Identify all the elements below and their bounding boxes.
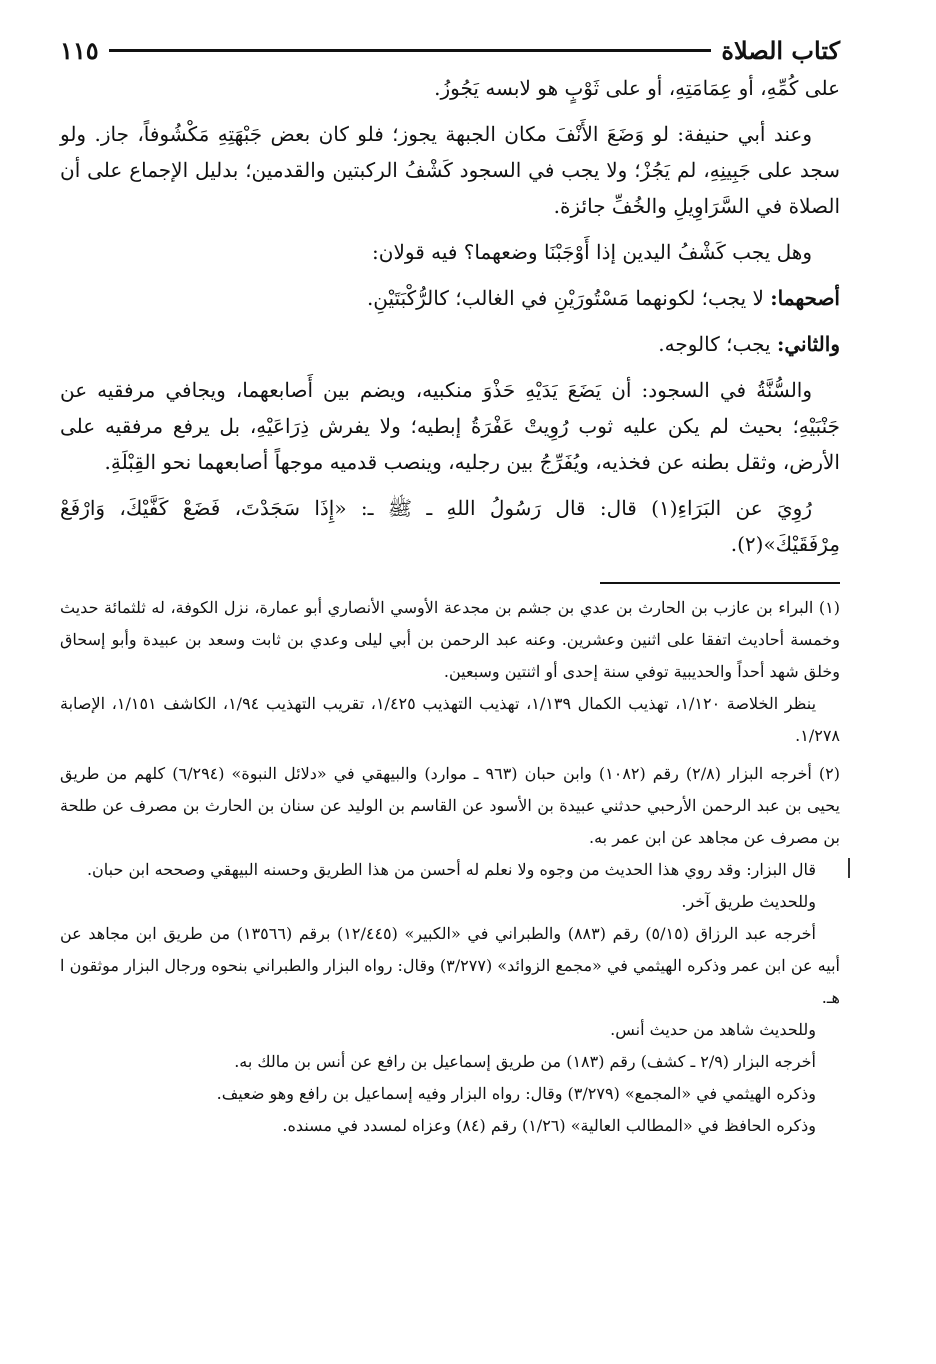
footnote-1 [60,592,840,752]
footnote-1-refs: ينظر الخلاصة ١/١٢٠، تهذيب الكمال ١/١٣٩، تهذيب التهذيب ١/٤٢٥، تقريب التهذيب ١/٩٤، الكاشف ١/١٥١، الإصابة ١/٢٧٨. [60,694,840,745]
main-text [60,70,840,562]
book-title: كتاب الصلاة [721,35,840,65]
footnote-1-text: (١) البراء بن عازب بن الحارث بن عدي بن جشم بن مجدعة الأوسي الأنصاري أبو عمارة، نزل الكوفة، له ثلثمائة حديث وخمسة أحاديث اتفقا على اثنين وعشرين. وعنه عبد الرحمن بن أبي ليلى وعدي بن ثابت وسعد بن عبيدة وأبو إسحاق وخلق شهد أحداً والحديبية توفي سنة إحدى أو اثنتين وسبعين. [60,598,841,681]
book-page [60,30,840,1148]
footnotes [60,592,840,1142]
footnote-separator [600,582,840,584]
paragraph-3: وهل يجب كَشْفُ اليدين إذا أَوْجَبْنَا وضعهما؟ فيه قولان: [372,240,812,264]
footnote-2-text: (٢) أخرجه البزار (٢/٨) رقم (١٠٨٢) وابن حبان (٩٦٣ ـ موارد) والبيهقي في «دلائل النبوة» (٦/٢٩٤) كلهم من طريق يحيى بن عبد الرحمن الأرحبي حدثني عبيدة بن الأسود عن القاسم بن الوليد عن سنان بن الحارث بن مصرف عن طلحة بن مصرف عن مجاهد عن ابن عمر به. [60,764,841,847]
margin-mark [848,858,850,878]
page-header [60,30,840,70]
footnote-2-abdurrazzaq: أخرجه عبد الرزاق (٥/١٥) رقم (٨٨٣) والطبراني في «الكبير» (١٢/٤٤٥) برقم (١٣٥٦٦) من طريق ابن مجاهد عن أبيه عن ابن عمر وذكره الهيثمي في «مجمع الزوائد» (٣/٢٧٧) وقال: رواه البزار والطبراني بنحوه ورجال البزار موثقون ا هـ. [60,924,840,1007]
footnote-2-bazzar-kashf: أخرجه البزار (٢/٩ ـ كشف) رقم (١٨٣) من طريق إسماعيل بن رافع عن أنس بن مالك به. [234,1052,816,1071]
header-rule [109,49,712,52]
footnote-2-bazzar: قال البزار: وقد روي هذا الحديث من وجوه ولا نعلم له أحسن من هذا الطريق وحسنه البيهقي وصححه ابن حبان. [86,860,816,879]
paragraph-7: رُوِيَ عن البَرَاءِ(١) قال: قال رَسُولُ اللهِ ـ ﷺ ـ: «إِذَا سَجَدْتَ، فَضَعْ كَفَّيْكَ، وَارْفَعْ مِرْفَقَيْكَ»(٢). [60,496,840,556]
footnote-2-other-route: وللحديث طريق آخر. [681,892,816,911]
paragraph-4-text: لا يجب؛ لكونهما مَسْتُورَيْنِ في الغالب؛ كالرُّكْبَتَيْنِ. [366,286,771,310]
paragraph-2: وعند أبي حنيفة: لو وَضَعَ الأَنْفَ مكان الجبهة يجوز؛ فلو كان بعض جَبْهَتِهِ مَكْشُوفاً، جاز. ولو سجد على جَبِينِهِ، لم يَجُزْ؛ ولا يجب في السجود كَشْفُ الركبتين والقدمين؛ بدليل الإجماع على أن الصلاة في السَّرَاوِيلِ والخُفِّ جائزة. [60,122,840,218]
paragraph-4-lead: أصحهما: [770,286,840,310]
paragraph-5 [60,326,840,362]
paragraph-4 [60,280,840,316]
footnote-2-anas: وللحديث شاهد من حديث أنس. [610,1020,816,1039]
footnote-2-haythami: وذكره الهيثمي في «المجمع» (٣/٢٧٩) وقال: رواه البزار وفيه إسماعيل بن رافع وهو ضعيف. [216,1084,816,1103]
paragraph-5-text: يجب؛ كالوجه. [658,332,777,356]
page-number: ١١٥ [60,35,99,65]
footnote-2 [60,758,840,1142]
paragraph-1: على كُمِّهِ، أو عِمَامَتِهِ، أو على ثَوْبٍ هو لابسه يَجُوزُ. [434,76,840,100]
paragraph-5-lead: والثاني: [776,332,840,356]
paragraph-6: والسُّنَّةُ في السجود: أن يَضَعَ يَدَيْهِ حَذْوَ منكبيه، ويضم بين أَصابعهما، ويجافي مرفقيه عن جَنْبَيْهِ؛ بحيث لم يكن عليه ثوب رُوِيتْ عَفْرَةُ إبطيه؛ ولا يفرش ذِرَاعَيْهِ، بل يرفع مرفقيه على الأرض، وثقل بطنه عن فخذيه، ويُفَرِّجُ بين رجليه، وينصب قدميه موجهاً أصابعهما نحو القِبْلَةِ. [60,378,840,474]
footnote-2-hafiz: وذكره الحافظ في «المطالب العالية» (١/٢٦) رقم (٨٤) وعزاه لمسدد في مسنده. [282,1116,816,1135]
